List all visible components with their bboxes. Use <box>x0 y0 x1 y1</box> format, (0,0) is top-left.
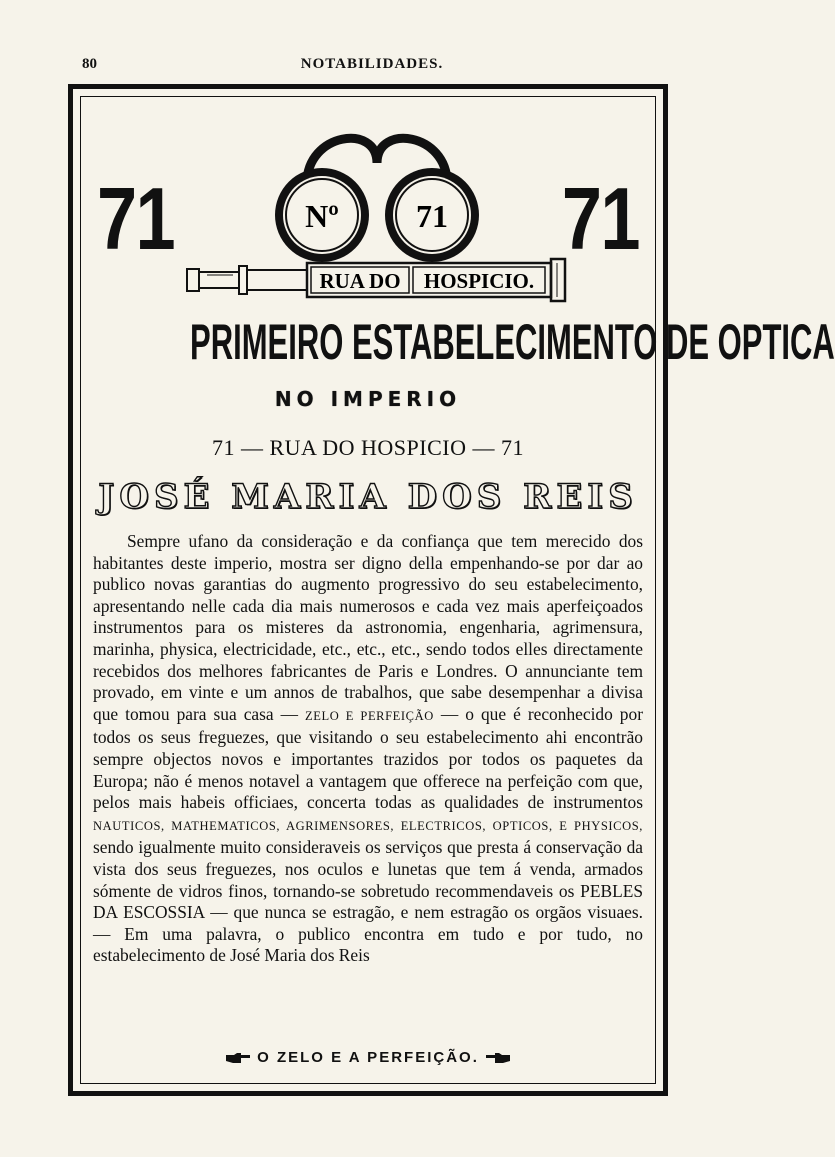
body-motto-smallcaps: ZELO E PERFEIÇÃO <box>305 708 434 723</box>
lens-left-text: Nº <box>305 198 339 234</box>
closing-motto: O ZELO E A PERFEIÇÃO. <box>257 1049 479 1066</box>
closing-motto-line <box>81 1049 655 1066</box>
tube-left-text: RUA DO <box>319 269 401 293</box>
street-number-right: 71 <box>562 169 639 268</box>
running-head <box>82 56 662 78</box>
street-number-left: 71 <box>97 169 174 268</box>
spectacles-telescope-emblem <box>177 123 577 303</box>
proprietor-name: JOSÉ MARIA DOS REIS <box>98 477 638 517</box>
address-line: 71 — RUA DO HOSPICIO — 71 <box>212 435 524 460</box>
advertisement-frame <box>68 84 835 1096</box>
body-instruments-smallcaps: NAUTICOS, MATHEMATICOS, AGRIMENSORES, ELECTRICOS, OPTICOS, E PHYSICOS, <box>93 818 643 833</box>
lens-right-text: 71 <box>416 198 448 234</box>
running-title: NOTABILIDADES. <box>300 56 444 72</box>
body-part-1: Sempre ufano da consideração e da confiança que tem merecido dos habitantes deste imperio, mostra ser digno della empenhando-se por dar ao publico novas garantias do augmento progressivo do seu estabelecimento, apresentando nelle cada dia mais numerosos e cada vez mais aperfeiçoados instrumentos para os misteres da astronomia, engenharia, agrimensura, marinha, physica, electricidade, etc., etc., etc., sendo todos elles directamente recebidos dos melhores fabricantes de Paris e Londres. O annunciante tem provado, em vinte e um annos de trabalhos, que sabe desempenhar a divisa que tomou para sua casa — <box>93 531 643 724</box>
tube-right-text: HOSPICIO. <box>423 269 535 293</box>
headline: PRIMEIRO ESTABELECIMENTO DE OPTICA <box>190 314 835 370</box>
advertisement-body <box>93 531 643 967</box>
advertisement-inner-frame <box>80 96 835 1084</box>
page-number: 80 <box>82 56 97 72</box>
body-part-2: — o que é reconhecido por todos os seus freguezes, que visitando o seu estabelecimento ahi encontrão sempre objectos novos e importantes trazidos por todos os paquetes da Europa; não é menos notavel a vantagem que offerece na perfeição com que, pelos mais habeis officiaes, concerta todas as qualidades de instrumentos <box>93 703 643 813</box>
subhead: NO IMPERIO <box>274 387 462 411</box>
body-part-3: sendo igualmente muito consideraveis os serviços que presta á conservação da vista dos seus freguezes, nos oculos e lunetas que tem á venda, armados sómente de vidros finos, tornando-se sobretudo recommendaveis os PEBLES DA ESCOSSIA — que nunca se estragão, e nem estragão os orgãos visuaes. — Em uma palavra, o publico encontra em tudo e por tudo, no estabelecimento de José Maria dos Reis <box>93 837 643 966</box>
pointing-hand-left-icon <box>485 1052 511 1064</box>
pointing-hand-right-icon <box>225 1052 251 1064</box>
telescope-eyepiece-icon <box>187 269 199 291</box>
